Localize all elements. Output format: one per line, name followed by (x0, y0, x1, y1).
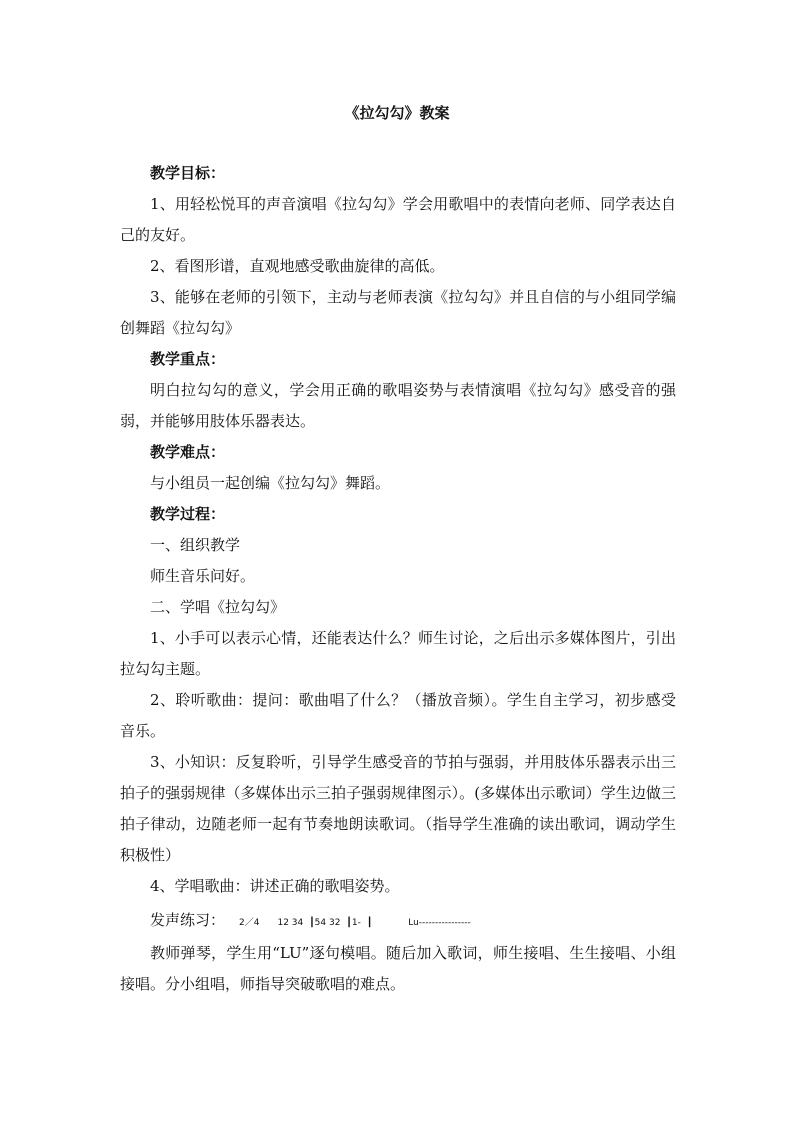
process-item-4: 4、学唱歌曲：讲述正确的歌唱姿势。 (150, 877, 400, 895)
heading-process: 教学过程： (150, 505, 226, 523)
notation-bar-2: ┃54 32 (309, 918, 341, 928)
difficulties-text: 与小组员一起创编《拉勾勾》舞蹈。 (150, 474, 391, 492)
closing-paragraph: 教师弹琴，学生用“LU”逐句模唱。随后加入歌词，师生接唱、生生接唱、小组接唱。分小组唱，师指导突破歌唱的难点。 (120, 944, 676, 993)
notation-bar-4: ┃ (366, 918, 373, 928)
process-item-1: 1、小手可以表示心情，还能表达什么？师生讨论，之后出示多媒体图片，引出拉勾勾主题。 (120, 629, 676, 678)
heading-key-points: 教学重点： (150, 350, 226, 368)
process-step-2: 二、学唱《拉勾勾》 (150, 598, 286, 616)
process-step-1-text: 师生音乐问好。 (150, 567, 256, 585)
objective-2: 2、看图形谱，直观地感受歌曲旋律的高低。 (150, 257, 445, 275)
key-points-text: 明白拉勾勾的意义，学会用正确的歌唱姿势与表情演唱《拉勾勾》感受音的强弱，并能够用肢体乐器表达。 (120, 381, 676, 430)
process-item-3: 3、小知识：反复聆听，引导学生感受音的节拍与强弱，并用肢体乐器表示出三拍子的强弱规律（多媒体出示三拍子强弱规律图示）。(多媒体出示歌词）学生边做三拍子律动，边随老师一起有节奏地朗读歌词。（指导学生准确的读出歌词，调动学生积极性） (120, 753, 676, 864)
process-step-1: 一、组织教学 (150, 536, 241, 554)
objective-1: 1、用轻松悦耳的声音演唱《拉勾勾》学会用歌唱中的表情向老师、同学表达自己的友好。 (120, 195, 676, 244)
heading-difficulties: 教学难点： (150, 443, 226, 461)
vocal-exercise (120, 902, 676, 938)
objective-3: 3、能够在老师的引领下，主动与老师表演《拉勾勾》并且自信的与小组同学编创舞蹈《拉勾勾》 (120, 288, 676, 337)
notation-bar-1: 12 34 (277, 918, 304, 928)
page-title: 《拉勾勾》教案 (344, 104, 450, 122)
meter: 2／4 (239, 918, 260, 928)
notation-bar-3: ┃1- (346, 918, 361, 928)
syllable: Lu---------------- (408, 918, 471, 928)
heading-objectives: 教学目标： (150, 164, 226, 182)
process-item-2: 2、聆听歌曲：提问：歌曲唱了什么？（播放音频）。学生自主学习，初步感受音乐。 (120, 691, 676, 740)
document-body (120, 158, 676, 1000)
vocal-exercise-label: 发声练习： (150, 911, 226, 929)
